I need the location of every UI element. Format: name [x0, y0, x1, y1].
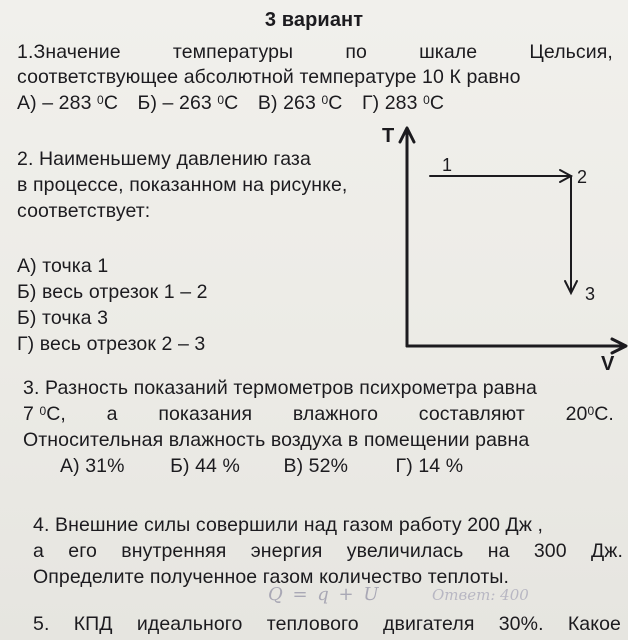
- q4-line3: Определите полученное газом количество теплоты.: [33, 566, 509, 588]
- q3-temp-wet: $20^0С$.: [565, 403, 614, 425]
- q4-line1: 4. Внешние силы совершили над газом работу 200 Дж ,: [33, 514, 544, 536]
- point-2-label: 2: [577, 167, 588, 187]
- q4-word: Дж.: [591, 540, 623, 562]
- q1-line2: соответствующее абсолютной температуре 10 К равно: [17, 66, 521, 88]
- q4-word: внутренняя: [121, 540, 227, 562]
- q2-option-a: А) точка 1: [17, 255, 109, 277]
- q5-word: идеального: [136, 613, 243, 635]
- q1-line1: [17, 40, 613, 64]
- q1-word: 1.Значение: [17, 41, 121, 63]
- q1-option-d: Г) 283 $^0$С: [361, 92, 445, 114]
- q3-temp-diff: 7 $^0$С,: [23, 403, 66, 425]
- point-1-label: 1: [442, 155, 453, 175]
- q1-word: Цельсия,: [529, 41, 613, 63]
- q3-option-c: В) 52%: [283, 455, 349, 477]
- q4-word: увеличилась: [346, 540, 464, 562]
- q2-option-b: Б) весь отрезок 1 – 2: [17, 281, 208, 303]
- q3-word: влажного: [292, 403, 379, 425]
- q1-word: по: [345, 41, 367, 63]
- q1-option-a: А) – 283 $^0$С: [17, 92, 119, 114]
- q4-word: а: [33, 540, 44, 562]
- q1-option-c: В) 263 $^0$С: [257, 92, 343, 114]
- q3-line1: 3. Разность показаний термометров психрометра равна: [23, 377, 537, 399]
- q3-option-d: Г) 14 %: [395, 455, 464, 477]
- v-axis-label: V: [601, 353, 615, 375]
- q4-line2: [33, 539, 623, 563]
- q3-option-b: Б) 44 %: [170, 455, 240, 477]
- q1-options: [17, 91, 458, 115]
- q2-line2: в процессе, показанном на рисунке,: [17, 174, 348, 196]
- handwritten-formula: Q = q + U: [268, 584, 381, 605]
- q3-line3: Относительная влажность воздуха в помещении равна: [23, 429, 530, 451]
- q4-word: энергия: [250, 540, 323, 562]
- q3-word: показания: [158, 403, 253, 425]
- point-3-label: 3: [585, 284, 596, 304]
- q4-word: его: [68, 540, 97, 562]
- q1-option-b: Б) – 263 $^0$С: [137, 92, 239, 114]
- t-axis-label: Т: [382, 125, 395, 147]
- q3-word: составляют: [418, 403, 525, 425]
- q3-option-a: А) 31%: [60, 455, 125, 477]
- q3-line2: [23, 402, 614, 426]
- q1-word: шкале: [419, 41, 478, 63]
- q2-option-d: Г) весь отрезок 2 – 3: [17, 333, 206, 355]
- q4-word: 300: [533, 540, 567, 562]
- q2-line1: 2. Наименьшему давлению газа: [17, 148, 311, 170]
- handwritten-note: Ответ: 400: [432, 586, 529, 604]
- q5-word: 30%.: [498, 613, 544, 635]
- q5-word: двигателя: [383, 613, 475, 635]
- q2-option-c: Б) точка 3: [17, 307, 109, 329]
- q5-word: 5.: [33, 613, 50, 635]
- q5-word: КПД: [73, 613, 113, 635]
- tv-diagram: [382, 120, 628, 375]
- q5-word: Какое: [567, 613, 621, 635]
- q2-line3: соответствует:: [17, 200, 151, 222]
- q5-line1: [33, 612, 621, 636]
- q1-word: температуры: [172, 41, 294, 63]
- q3-options: [60, 454, 477, 478]
- q5-word: теплового: [266, 613, 359, 635]
- page-title: 3 вариант: [264, 9, 364, 31]
- q4-word: на: [487, 540, 510, 562]
- q3-word: а: [106, 403, 118, 425]
